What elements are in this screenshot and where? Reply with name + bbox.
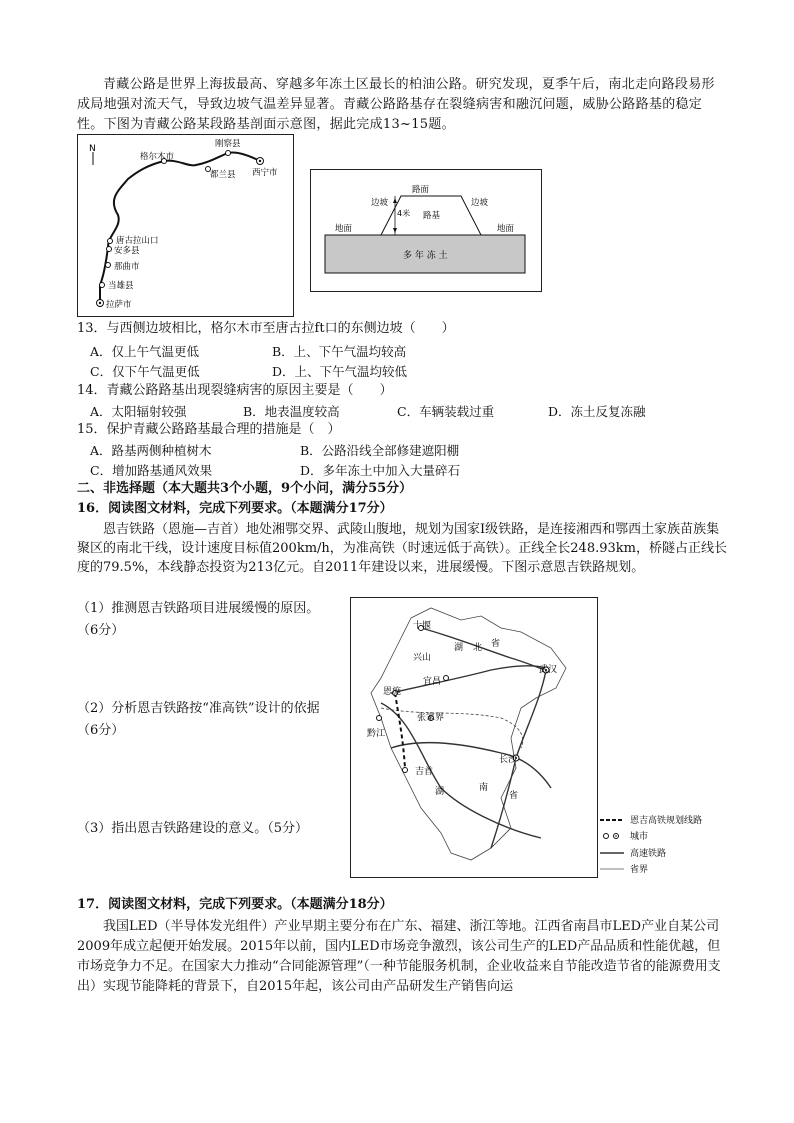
svg-text:兴山: 兴山	[413, 653, 432, 663]
svg-text:省界: 省界	[630, 865, 649, 875]
svg-text:格尔木市: 格尔木市	[140, 152, 175, 162]
q17-material: 我国LED（半导体发光组件）产业早期主要分布在广东、福建、浙江等地。江西省南昌市LED产业自某公司2009年成立起便开始发展。2015年以前，国内LED市场竞争激烈，该公司生产的LED产品品质和性能优越，但市场竞争力不足。在国家大力推动“合同能源管理”（一种节能服务机制，企业收益来自节能改造节省的能源费用支出）实现节能降耗的背景下，自2015年起，该公司由产品研发生产销售向运	[77, 919, 721, 994]
svg-text:湖: 湖	[435, 787, 445, 797]
q15-option-d[interactable]: D．多年冻土中加入大量碎石	[300, 463, 461, 478]
svg-text:刚察县: 刚察县	[215, 139, 241, 149]
svg-text:地面: 地面	[335, 224, 353, 234]
q13-option-b[interactable]: B．上、下午气温均较高	[272, 344, 407, 359]
svg-text:高速铁路: 高速铁路	[630, 849, 667, 859]
high-speed-rail-2	[421, 628, 546, 670]
svg-text:地面: 地面	[497, 224, 515, 234]
high-speed-rail-1	[391, 666, 546, 693]
qinghai-tibet-route-map	[77, 134, 294, 317]
q15-stem: 15．保护青藏公路路基最合理的措施是（ ）	[77, 422, 341, 437]
q14-option-d[interactable]: D．冻土反复冻融	[548, 404, 646, 419]
q16-material: 恩吉铁路（恩施—吉首）地处湘鄂交界、武陵山腹地，规划为国家Ⅰ级铁路，是连接湘西和鄂西土家族苗族集聚区的南北干线，设计速度目标值200km/h，为准高铁（时速远低于高铁）。正线全长248.93km，桥隧占正线长度的79.5%，本线静态投资为213亿元。自2011年建设以来，进展缓慢。下图示意恩吉铁路规划。	[77, 522, 727, 575]
svg-text:西宁市: 西宁市	[252, 168, 278, 178]
svg-text:当雄县: 当雄县	[108, 281, 134, 291]
enji-railway-map	[350, 597, 598, 878]
svg-text:边坡: 边坡	[471, 198, 489, 208]
hubei-hunan-outline	[371, 608, 566, 860]
svg-text:湖: 湖	[454, 643, 464, 653]
enji-planned-line	[395, 693, 405, 768]
svg-text:都兰县: 都兰县	[210, 170, 236, 180]
q16-sub1-score: （6分）	[77, 623, 125, 638]
q13-option-d[interactable]: D．上、下午气温均较低	[272, 364, 408, 379]
q14-option-a[interactable]: A．太阳辐射较强	[90, 404, 187, 419]
svg-text:边坡: 边坡	[371, 198, 389, 208]
q16-stem: 16．阅读图文材料，完成下列要求。（本题满分17分）	[77, 501, 393, 516]
svg-text:城市: 城市	[630, 832, 649, 842]
q17-stem: 17．阅读图文材料，完成下列要求。（本题满分18分）	[77, 897, 393, 912]
svg-text:宜昌: 宜昌	[423, 677, 442, 687]
svg-text:安多县: 安多县	[114, 246, 140, 256]
q13-option-a[interactable]: A．仅上午气温更低	[90, 344, 200, 359]
q15-option-b[interactable]: B．公路沿线全部修建遮阳棚	[300, 443, 460, 458]
svg-text:那曲市: 那曲市	[114, 262, 140, 272]
svg-text:北: 北	[473, 643, 483, 653]
svg-text:省: 省	[491, 639, 501, 649]
q15-option-c[interactable]: C．增加路基通风效果	[90, 463, 213, 478]
q16-sub3: （3）指出恩吉铁路建设的意义。（5分）	[77, 821, 309, 836]
q16-sub2-score: （6分）	[77, 723, 125, 738]
svg-text:路基: 路基	[423, 211, 441, 221]
svg-text:省: 省	[509, 791, 519, 801]
svg-text:拉萨市: 拉萨市	[106, 300, 132, 310]
svg-text:长沙: 长沙	[499, 755, 518, 765]
svg-text:吉首: 吉首	[415, 767, 434, 777]
q16-sub1: （1）推测恩吉铁路项目进展缓慢的原因。	[77, 601, 320, 616]
q13-option-c[interactable]: C．仅下午气温更低	[90, 364, 200, 379]
svg-text:恩施: 恩施	[383, 687, 402, 697]
svg-text:黔江: 黔江	[367, 729, 386, 739]
section2-heading: 二、非选择题（本大题共3个小题，9个小问，满分55分）	[77, 481, 413, 496]
q14-option-b[interactable]: B．地表温度较高	[243, 404, 340, 419]
svg-text:武汉: 武汉	[539, 665, 558, 675]
map-legend	[598, 812, 758, 880]
roadbed-profile-diagram	[310, 169, 542, 292]
svg-text:4米: 4米	[397, 209, 411, 218]
svg-text:南: 南	[479, 783, 489, 793]
north-arrow-icon	[89, 144, 96, 165]
svg-text:路面: 路面	[412, 185, 430, 195]
q16-sub2: （2）分析恩吉铁路按“准高铁”设计的依据	[77, 701, 320, 716]
svg-text:十堰: 十堰	[413, 621, 432, 631]
svg-text:恩吉高铁规划线路: 恩吉高铁规划线路	[630, 816, 703, 826]
svg-text:多 年 冻 土: 多 年 冻 土	[403, 251, 448, 261]
q13-stem: 13．与西侧边坡相比，格尔木市至唐古拉ft口的东侧边坡（ ）	[77, 321, 455, 336]
q14-option-c[interactable]: C．车辆装载过重	[397, 404, 495, 419]
intro-paragraph: 青藏公路是世界上海拔最高、穿越多年冻土区最长的柏油公路。研究发现，夏季午后，南北走向路段易形成局地强对流天气，导致边坡气温差异显著。青藏公路路基存在裂缝病害和融沉问题，威胁公路路基的稳定性。下图为青藏公路某段路基剖面示意图，据此完成13~15题。	[77, 77, 715, 132]
svg-text:N: N	[89, 144, 96, 154]
q14-stem: 14．青藏公路路基出现裂缝病害的原因主要是（ ）	[77, 383, 393, 398]
q15-option-a[interactable]: A．路基两侧种植树木	[90, 443, 212, 458]
svg-text:唐古拉山口: 唐古拉山口	[116, 236, 159, 246]
high-speed-rail-4	[391, 743, 551, 788]
svg-text:张家界: 张家界	[417, 713, 445, 723]
